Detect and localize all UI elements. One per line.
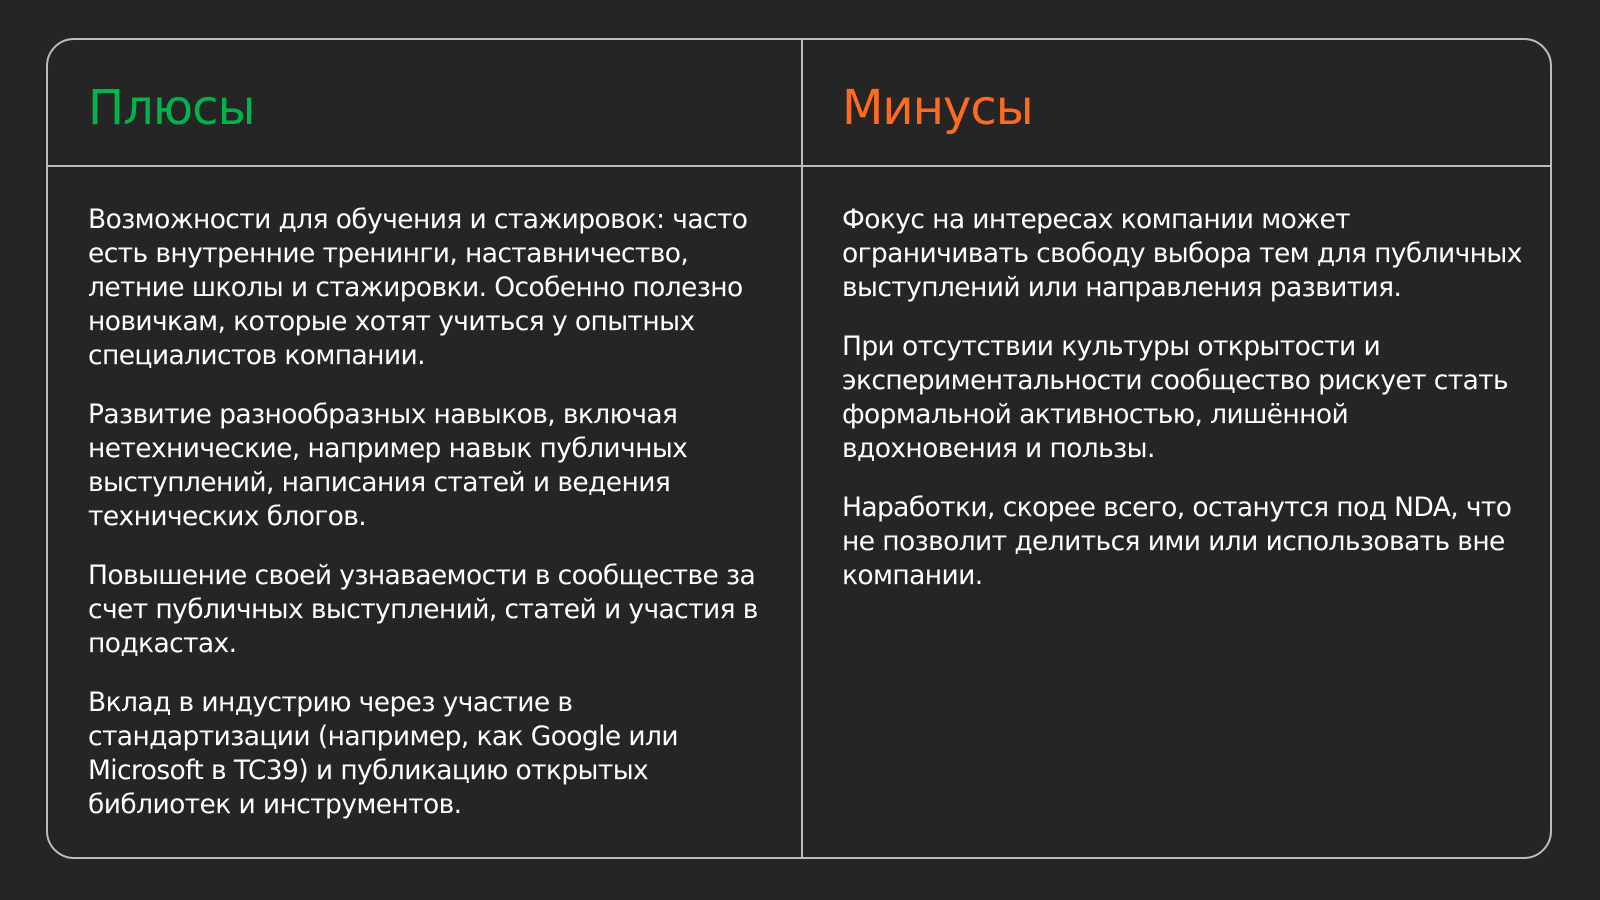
cons-list: [842, 203, 1522, 618]
cons-title: Минусы: [842, 80, 1033, 136]
pros-item: Возможности для обучения и стажировок: часто есть внутренние тренинги, наставничество, летние школы и стажировки. Особенно полезно новичкам, которые хотят учиться у опытных специалистов компании.: [88, 204, 748, 371]
header-divider: [48, 165, 1550, 167]
pros-list: [88, 203, 768, 847]
cons-item: Наработки, скорее всего, останутся под NDA, что не позволит делиться ими или использовать вне компании.: [842, 492, 1512, 591]
cons-item: При отсутствии культуры открытости и экспериментальности сообщество рискует стать формальной активностью, лишённой вдохновения и пользы.: [842, 331, 1509, 464]
pros-item: Развитие разнообразных навыков, включая нетехнические, например навык публичных выступлений, написания статей и ведения технических блогов.: [88, 399, 688, 532]
pros-item: Повышение своей узнаваемости в сообществе за счет публичных выступлений, статей и участия в подкастах.: [88, 560, 758, 659]
pros-title: Плюсы: [88, 80, 255, 136]
cons-item: Фокус на интересах компании может ограничивать свободу выбора тем для публичных выступлений или направления развития.: [842, 204, 1522, 303]
column-divider: [801, 40, 803, 857]
pros-item: Вклад в индустрию через участие в стандартизации (например, как Google или Microsoft в TC39) и публикацию открытых библиотек и инструментов.: [88, 687, 679, 820]
pros-cons-table: [46, 38, 1552, 859]
